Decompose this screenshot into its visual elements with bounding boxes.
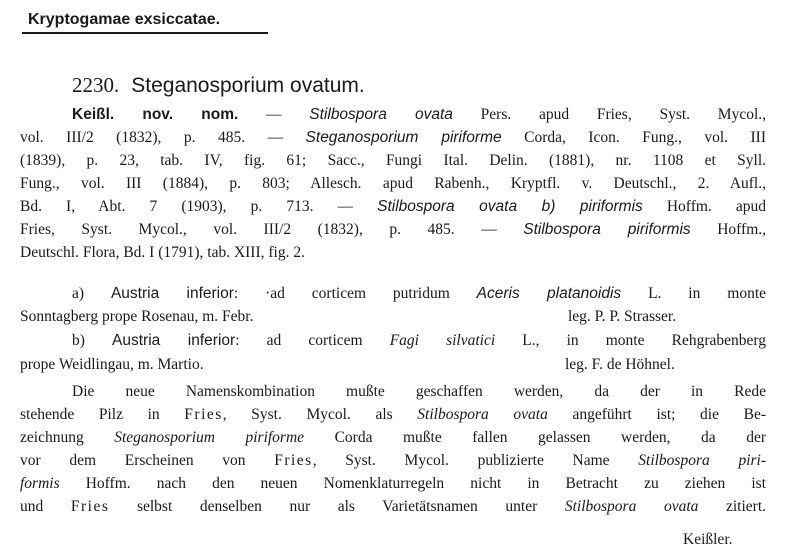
collector-a: leg. P. P. Strasser. [568,308,677,325]
text-run: , Syst. Mycol. publizierte Name [312,452,639,469]
text-run: vol. III/2 (1832), p. 485. — [20,129,306,146]
note-line-1 [72,381,766,403]
locality-b-line-1 [72,330,766,352]
text-run: : ad corticem [235,332,390,349]
text-run: formis [20,475,60,492]
text-run: stehende Pilz in [20,406,185,423]
collection-title: Kryptogamae exsiccatae. [28,11,221,28]
text-run: : ·ad corticem putridum [233,285,477,302]
text-run: Austria inferior [112,332,236,349]
text-run: Corda, Icon. Fung., vol. III [501,129,766,146]
synonymy-line-7 [20,242,766,264]
synonymy-line-2 [20,127,766,149]
entry-title [72,72,365,99]
synonymy-line-5 [20,196,766,218]
collection-header [22,10,268,34]
text-run: — [238,106,310,123]
text-run: Pers. apud Fries, Syst. Mycol., [452,106,766,123]
text-run: vor dem Erscheinen von [20,452,275,469]
text-run: Austria inferior [110,285,234,302]
text-run: Die neue Namenskombination mußte geschaffen werden, da der in Rede [72,383,766,400]
synonymy-line-1 [72,104,766,126]
text-run: Fung., vol. III (1884), p. 803; Allesch. apud Rabenh., Kryptfl. v. Deutschl., 2. Aufl., [20,175,766,192]
text-run: Hoffm. nach den neuen Nomenklaturregeln nicht in Betracht zu ziehen ist [59,475,766,492]
text-run: Stilbospora piri- [638,452,766,469]
text-run: L., in monte Rehgrabenberg [495,332,766,349]
species-name: Steganosporium ovatum. [131,74,365,97]
text-run: Stilbospora ovata [309,106,453,123]
text-run: und [20,498,71,515]
text-run: Hoffm. apud [642,198,766,215]
text-run: Fries [274,452,313,469]
synonymy-line-6 [20,219,766,241]
text-run: Hoffm., [690,221,766,238]
author-signature: Keißler. [683,531,733,548]
text-run: Deutschl. Flora, Bd. I (1791), tab. XIII, fig. 2. [20,244,305,261]
text-run: , Syst. Mycol. als [222,406,418,423]
note-line-3 [20,427,766,449]
text-run: Aceris platanoidis [476,285,622,302]
collector-b: leg. F. de Höhnel. [565,356,675,373]
text-run: Stilbospora ovata [564,498,699,515]
text-run: Fagi silvatici [389,332,496,349]
text-run: Keißl. nov. nom. [72,106,239,123]
text-run: angeführt ist; die Be- [547,406,766,423]
text-run: zitiert. [698,498,766,515]
note-line-6 [20,496,766,518]
text-run: Stilbospora ovata b) piriformis [377,198,643,215]
text-run: (1839), p. 23, tab. IV, fig. 61; Sacc., Fungi Ital. Delin. (1881), nr. 1108 et Syll. [20,152,766,169]
text-run: zeichnung [20,429,115,446]
text-run: Corda mußte fallen gelassen werden, da der [304,429,766,446]
text-run: b) [72,332,113,349]
text-run: Bd. I, Abt. 7 (1903), p. 713. — [20,198,378,215]
text-run: Fries, Syst. Mycol., vol. III/2 (1832), p. 485. — [20,221,524,238]
text-run: L. in monte [621,285,766,302]
synonymy-line-3 [20,150,766,172]
text-run: a) [72,285,111,302]
note-line-4 [20,450,766,472]
text-run: Sonntagberg prope Rosenau, m. Febr. [20,308,254,325]
text-run: Fries [70,498,110,515]
synonymy-line-4 [20,173,766,195]
text-run: Stilbospora piriformis [523,221,691,238]
text-run: prope Weidlingau, m. Martio. [20,356,204,373]
text-run: Steganosporium piriforme [114,429,305,446]
entry-number: 2230. [72,73,120,97]
text-run: selbst denselben nur als Varietätsnamen unter [109,498,565,515]
note-line-5 [20,473,766,495]
text-run: Steganosporium piriforme [305,129,502,146]
locality-a-line-1 [72,283,766,305]
note-line-2 [20,404,766,426]
text-run: Stilbospora ovata [417,406,548,423]
text-run: Fries [184,406,223,423]
